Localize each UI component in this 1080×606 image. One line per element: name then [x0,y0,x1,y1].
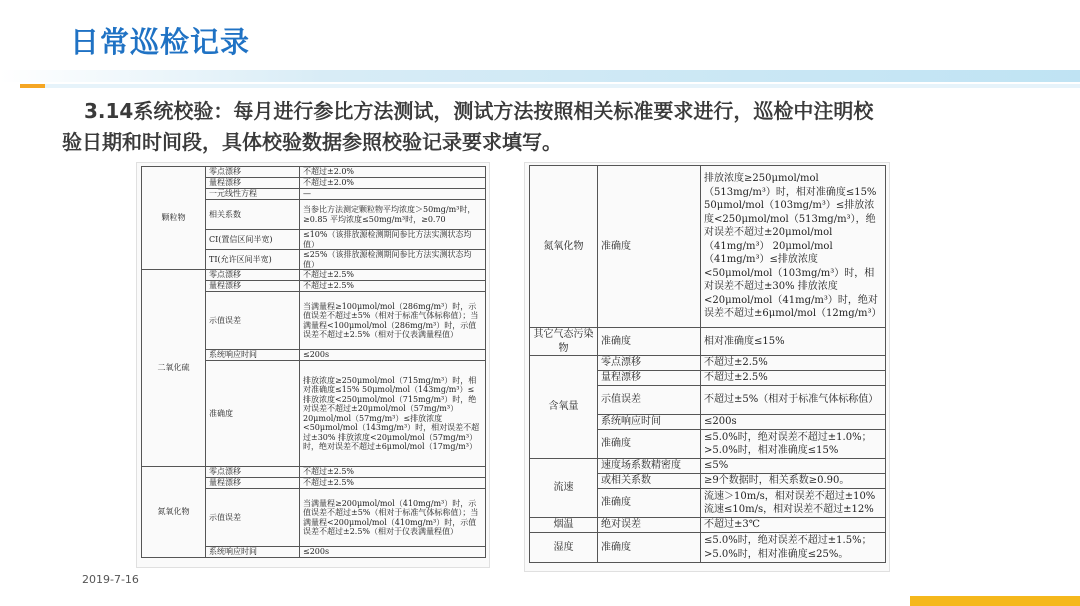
item-cell: 量程漂移 [206,281,300,292]
req-cell: 流速＞10m/s，相对误差不超过±10% 流速≤10m/s，相对误差不超过±12% [701,489,886,518]
item-cell: 或相关系数 [598,474,701,489]
item-cell: 速度场系数精密度 [598,459,701,474]
req-cell: 不超过±2.5% [701,356,886,371]
group-cell-o2: 含氧量 [530,356,598,459]
group-cell-pm: 颗粒物 [142,167,206,270]
accent-bar [20,84,45,88]
slide-date: 2019-7-16 [82,573,139,586]
req-cell: — [300,189,486,200]
req-cell: ≤200s [701,415,886,430]
req-cell: 不超过±2.5% [300,281,486,292]
group-cell-flow: 流速 [530,459,598,518]
req-cell: 不超过±3℃ [701,518,886,533]
req-cell: 排放浓度≥250μmol/mol（513mg/m³）时，相对准确度≤15% 50μmol/mol（103mg/m³）≤排放浓度<250μmol/mol（513mg/m³），绝对误差不超过±20μmol/mol（41mg/m³） 20μmol/mol（41mg/m³）≤排放浓度<50μmol/mol（103mg/m³）时，相对误差不超过±30% 排放浓度<20μmol/mol（41mg/m³）时，绝对误差不超过±6μmol/mol（12mg/m³） [701,166,886,328]
divider-bar [45,84,1080,88]
group-cell-nox: 氮氧化物 [142,467,206,558]
req-cell: 不超过±2.5% [300,478,486,489]
item-cell: 零点漂移 [206,167,300,178]
header-band [0,70,1080,82]
req-cell: ≤5.0%时，绝对误差不超过±1.5%；>5.0%时，相对准确度≤25%。 [701,533,886,563]
item-cell: 相关系数 [206,200,300,230]
req-cell: ≥9个数据时，相关系数≥0.90。 [701,474,886,489]
group-cell-temp: 烟温 [530,518,598,533]
item-cell: 系统响应时间 [206,350,300,361]
paragraph-line-2: 验日期和时间段，具体校验数据参照校验记录要求填写。 [62,130,562,154]
req-cell: ≤5.0%时，绝对误差不超过±1.0%；>5.0%时，相对准确度≤15% [701,430,886,459]
req-cell: ≤25%（该排放源检测期间参比方法实测状态均值） [300,250,486,270]
item-cell: 量程漂移 [206,478,300,489]
item-cell: 零点漂移 [598,356,701,371]
req-cell: 当参比方法测定颗粒物平均浓度＞50mg/m³时，≥0.85 平均浓度≤50mg/m³时，≥0.70 [300,200,486,230]
req-cell: 当满量程≥200μmol/mol（410mg/m³）时，示值误差不超过±5%（相对于标准气体标称值）；当满量程<200μmol/mol（410mg/m³）时，示值误差不超过±2.5%（相对于仪表满量程值） [300,489,486,547]
item-cell: 绝对误差 [598,518,701,533]
item-cell: 准确度 [598,328,701,356]
req-cell: ≤200s [300,350,486,361]
item-cell: 量程漂移 [598,371,701,386]
description-paragraph [62,96,1022,158]
req-cell: 当满量程≥100μmol/mol（286mg/m³）时，示值误差不超过±5%（相对于标准气体标称值）；当满量程<100μmol/mol（286mg/m³）时，示值误差不超过±2.5%（相对于仪表满量程值） [300,292,486,350]
req-cell: 不超过±5%（相对于标准气体标称值） [701,386,886,415]
item-cell: 一元线性方程 [206,189,300,200]
item-cell: 准确度 [598,489,701,518]
req-cell: ≤5% [701,459,886,474]
item-cell: 零点漂移 [206,270,300,281]
item-cell: 系统响应时间 [598,415,701,430]
right-table-panel [524,162,890,572]
paragraph-line-1: 3.14系统校验：每月进行参比方法测试，测试方法按照相关标准要求进行，巡检中注明校 [84,99,874,123]
group-cell-humidity: 湿度 [530,533,598,563]
left-table-panel [136,162,490,568]
left-spec-table [141,166,486,558]
req-cell: 相对准确度≤15% [701,328,886,356]
req-cell: 不超过±2.5% [300,270,486,281]
item-cell: 系统响应时间 [206,547,300,558]
req-cell: 不超过±2.0% [300,167,486,178]
item-cell: 准确度 [206,361,300,467]
item-cell: 示值误差 [206,489,300,547]
req-cell: ≤200s [300,547,486,558]
item-cell: TI(允许区间半宽) [206,250,300,270]
req-cell: ≤10%（该排放源检测期间参比方法实测状态均值） [300,230,486,250]
item-cell: CI(置信区间半宽) [206,230,300,250]
footer-accent-bar [910,596,1080,606]
req-cell: 排放浓度≥250μmol/mol（715mg/m³）时，相对准确度≤15% 50μmol/mol（143mg/m³）≤排放浓度<250μmol/mol（715mg/m³）时，绝对误差不超过±20μmol/mol（57mg/m³） 20μmol/mol（57mg/m³）≤排放浓度<50μmol/mol（143mg/m³）时，相对误差不超过±30% 排放浓度<20μmol/mol（57mg/m³）时，绝对误差不超过±6μmol/mol（17mg/m³） [300,361,486,467]
req-cell: 不超过±2.0% [300,178,486,189]
group-cell-nox: 氮氧化物 [530,166,598,328]
group-cell-other: 其它气态污染物 [530,328,598,356]
group-cell-so2: 二氧化硫 [142,270,206,467]
slide-title: 日常巡检记录 [70,25,251,59]
req-cell: 不超过±2.5% [701,371,886,386]
right-spec-table [529,165,886,563]
item-cell: 准确度 [598,166,701,328]
item-cell: 准确度 [598,430,701,459]
item-cell: 示值误差 [206,292,300,350]
item-cell: 量程漂移 [206,178,300,189]
item-cell: 示值误差 [598,386,701,415]
item-cell: 零点漂移 [206,467,300,478]
req-cell: 不超过±2.5% [300,467,486,478]
item-cell: 准确度 [598,533,701,563]
